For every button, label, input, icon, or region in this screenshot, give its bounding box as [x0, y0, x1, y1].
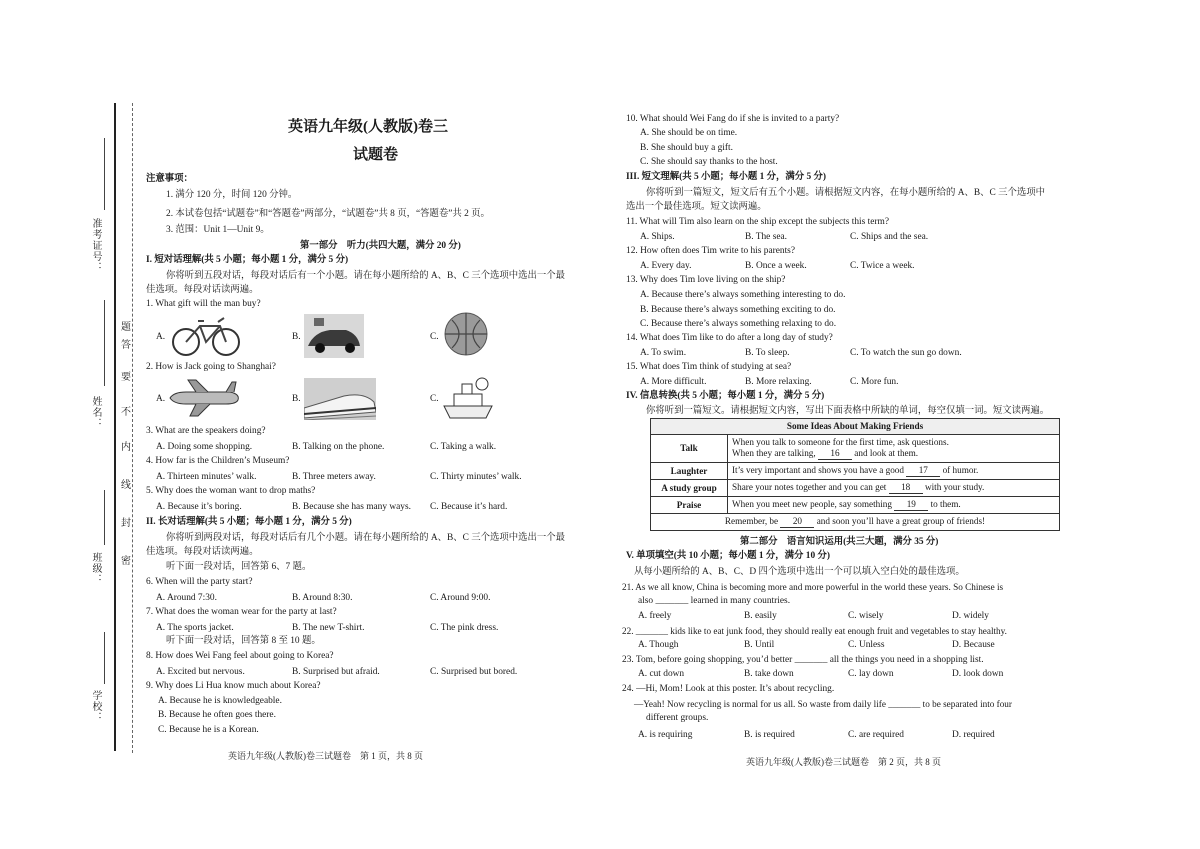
airplane-image	[166, 378, 242, 418]
page-title: 英语九年级(人教版)卷三	[288, 119, 448, 135]
q23-option-b: B. take down	[744, 669, 794, 679]
q4-option-b: B. Three meters away.	[292, 472, 376, 482]
q22-option-a: A. Though	[638, 640, 679, 650]
row-text: and soon you’ll have a great group of friends!	[816, 516, 986, 526]
q12-option-c: C. Twice a week.	[850, 261, 915, 271]
section2-subinstruction: 听下面一段对话，回答第 6、7 题。	[166, 562, 312, 572]
q9-option-b: B. Because he often goes there.	[158, 710, 276, 720]
q7-option-c: C. The pink dress.	[430, 623, 499, 633]
q6-option-b: B. Around 8:30.	[292, 593, 353, 603]
section1-title: I. 短对话理解(共 5 小题；每小题 1 分，满分 5 分)	[146, 255, 349, 265]
question-15: 15. What does Tim think of studying at sea?	[626, 362, 792, 372]
row-text: When they are talking,	[732, 448, 816, 458]
q5-option-b: B. Because she has many ways.	[292, 502, 411, 512]
part1-heading: 第一部分 听力(共四大题，满分 20 分)	[300, 241, 461, 251]
q2-option-c: C.	[430, 394, 439, 404]
school-label: 学校：	[90, 690, 101, 723]
question-14: 14. What does Tim like to do after a long day of study?	[626, 333, 833, 343]
q22-option-c: C. Unless	[848, 640, 885, 650]
q1-option-c: C.	[430, 332, 439, 342]
q22-option-b: B. Until	[744, 640, 775, 650]
seal-char: 密	[121, 556, 131, 567]
q8-option-a: A. Excited but nervous.	[156, 667, 245, 677]
section5-instruction: 从每小题所给的 A、B、C、D 四个选项中选出一个可以填入空白处的最佳选项。	[634, 567, 965, 577]
seal-char: 不	[121, 407, 131, 418]
q15-option-c: C. More fun.	[850, 377, 899, 387]
q15-option-b: B. More relaxing.	[745, 377, 812, 387]
notes-title: 注意事项：	[146, 174, 193, 184]
q6-option-c: C. Around 9:00.	[430, 593, 491, 603]
question-9: 9. Why does Li Hua know much about Korea?	[146, 681, 321, 691]
binding-line	[114, 103, 116, 751]
question-8: 8. How does Wei Fang feel about going to Korea?	[146, 651, 334, 661]
q10-option-b: B. She should buy a gift.	[640, 143, 733, 153]
question-21: 21. As we all know, China is becoming more and more powerful in the world these years. So Chinese is	[622, 582, 1004, 592]
bicycle-image	[168, 312, 244, 358]
name-label: 姓名：	[90, 396, 101, 429]
section1-instruction: 佳选项。每段对话读两遍。	[146, 285, 259, 295]
q7-option-b: B. The new T-shirt.	[292, 623, 365, 633]
row-text: and look at them.	[854, 448, 919, 458]
row-head: Praise	[651, 497, 728, 514]
ship-image	[440, 376, 496, 422]
q1-option-a: A.	[156, 332, 166, 342]
q21-option-a: A. freely	[638, 611, 672, 621]
q5-option-c: C. Because it’s hard.	[430, 502, 508, 512]
section5-title: V. 单项填空(共 10 小题；每小题 1 分，满分 10 分)	[626, 551, 830, 561]
row-content	[728, 435, 1060, 463]
question-23: 23. Tom, before going shopping, you’d better _______ all the things you need in a shopping list.	[622, 655, 984, 665]
q11-option-b: B. The sea.	[745, 232, 788, 242]
row-text: of humor.	[942, 465, 979, 475]
q24-option-a: A. is requiring	[638, 730, 693, 740]
name-field[interactable]	[104, 300, 105, 386]
page-subtitle: 试题卷	[353, 147, 399, 163]
q23-option-c: C. lay down	[848, 669, 894, 679]
q1-option-b: B.	[292, 332, 301, 342]
q23-option-d: D. look down	[952, 669, 1004, 679]
seal-char: 线	[121, 480, 131, 491]
admission-number-field[interactable]	[104, 138, 105, 210]
question-6: 6. When will the party start?	[146, 577, 253, 587]
note-item: 1. 满分 120 分，时间 120 分钟。	[166, 190, 298, 200]
row-text: It’s very important and shows you have a good	[732, 465, 904, 475]
train-image	[304, 378, 376, 420]
question-21-cont: also _______ learned in many countries.	[638, 596, 791, 606]
row-content	[651, 514, 1060, 531]
row-text: When you talk to someone for the first time, ask questions.	[732, 437, 949, 447]
q15-option-a: A. More difficult.	[640, 377, 707, 387]
section3-instruction: 选出一个最佳选项。短文读两遍。	[626, 202, 767, 212]
q24-option-b: B. is required	[744, 730, 795, 740]
toy-car-image	[304, 314, 364, 358]
row-text: to them.	[930, 499, 961, 509]
q8-option-c: C. Surprised but bored.	[430, 667, 518, 677]
question-22: 22. _______ kids like to eat junk food, they should really eat enough fruit and vegetables to stay healthy.	[622, 626, 1007, 636]
q6-option-a: A. Around 7:30.	[156, 593, 217, 603]
row-content	[728, 463, 1060, 480]
question-24: 24. —Hi, Mom! Look at this poster. It’s about recycling.	[622, 684, 835, 694]
q10-option-c: C. She should say thanks to the host.	[640, 157, 778, 167]
q2-option-a: A.	[156, 394, 166, 404]
q14-option-a: A. To swim.	[640, 348, 687, 358]
q21-option-c: C. wisely	[848, 611, 884, 621]
seal-char: 要	[121, 372, 131, 383]
part2-heading: 第二部分 语言知识运用(共三大题，满分 35 分)	[740, 537, 939, 547]
seal-dashed-line	[132, 103, 133, 753]
table-title: Some Ideas About Making Friends	[651, 419, 1060, 435]
q13-option-b: B. Because there’s always something exciting to do.	[640, 305, 836, 315]
q4-option-c: C. Thirty minutes’ walk.	[430, 472, 522, 482]
page2-footer: 英语九年级(人教版)卷三试题卷 第 2 页，共 8 页	[746, 757, 941, 767]
q3-option-a: A. Doing some shopping.	[156, 442, 253, 452]
class-field[interactable]	[104, 490, 105, 545]
q11-option-a: A. Ships.	[640, 232, 675, 242]
seal-char: 答	[121, 340, 131, 351]
q3-option-b: B. Talking on the phone.	[292, 442, 385, 452]
question-3: 3. What are the speakers doing?	[146, 426, 266, 436]
question-24-cont: different groups.	[646, 713, 709, 723]
note-item: 3. 范围：Unit 1—Unit 9。	[166, 225, 270, 235]
row-head: Laughter	[651, 463, 728, 480]
blank-17[interactable]: 17	[906, 465, 940, 477]
q14-option-b: B. To sleep.	[745, 348, 790, 358]
q4-option-a: A. Thirteen minutes’ walk.	[156, 472, 257, 482]
row-text: Share your notes together and you can get	[732, 482, 887, 492]
section4-title: IV. 信息转换(共 5 小题；每小题 1 分，满分 5 分)	[626, 391, 825, 401]
row-content	[728, 497, 1060, 514]
question-11: 11. What will Tim also learn on the ship except the subjects this term?	[626, 217, 889, 227]
q22-option-d: D. Because	[952, 640, 995, 650]
q13-option-c: C. Because there’s always something relaxing to do.	[640, 319, 837, 329]
q5-option-a: A. Because it’s boring.	[156, 502, 242, 512]
seal-char: 内	[121, 442, 131, 453]
row-head: Talk	[651, 435, 728, 463]
q3-option-c: C. Taking a walk.	[430, 442, 497, 452]
section2-title: II. 长对话理解(共 5 小题；每小题 1 分，满分 5 分)	[146, 517, 352, 527]
q11-option-c: C. Ships and the sea.	[850, 232, 929, 242]
q2-option-b: B.	[292, 394, 301, 404]
question-12: 12. How often does Tim write to his parents?	[626, 246, 795, 256]
q12-option-a: A. Every day.	[640, 261, 692, 271]
q14-option-c: C. To watch the sun go down.	[850, 348, 962, 358]
section2-instruction: 你将听到两段对话，每段对话后有几个小题。请在每小题所给的 A、B、C 三个选项中选出一个最	[166, 533, 565, 543]
q23-option-a: A. cut down	[638, 669, 685, 679]
question-7: 7. What does the woman wear for the party at last?	[146, 607, 337, 617]
table-row	[651, 435, 1060, 463]
seal-char: 封	[121, 518, 131, 529]
seal-char: 题	[121, 322, 131, 333]
section1-instruction: 你将听到五段对话，每段对话后有一个小题。请在每小题所给的 A、B、C 三个选项中选出一个最	[166, 271, 565, 281]
blank-16[interactable]: 16	[818, 448, 852, 460]
section4-instruction: 你将听到一篇短文。请根据短文内容，写出下面表格中所缺的单词，每空仅填一词。短文读两遍。	[646, 406, 1050, 416]
table-row	[651, 497, 1060, 514]
row-text: with your study.	[924, 482, 985, 492]
q10-option-a: A. She should be on time.	[640, 128, 738, 138]
q21-option-d: D. widely	[952, 611, 989, 621]
q8-option-b: B. Surprised but afraid.	[292, 667, 380, 677]
question-24-cont: —Yeah! Now recycling is normal for us all. So waste from daily life _______ to be separated into four	[634, 699, 1012, 709]
section3-instruction: 你将听到一篇短文，短文后有五个小题。请根据短文内容，在每小题所给的 A、B、C 三个选项中	[646, 188, 1045, 198]
page1-footer: 英语九年级(人教版)卷三试题卷 第 1 页，共 8 页	[228, 751, 423, 761]
q24-option-c: C. are required	[848, 730, 904, 740]
q9-option-a: A. Because he is knowledgeable.	[158, 696, 282, 706]
blank-20[interactable]: 20	[780, 516, 814, 528]
note-item: 2. 本试卷包括“试题卷”和“答题卷”两部分，“试题卷”共 8 页，“答题卷”共 2 页。	[166, 209, 490, 219]
q7-option-a: A. The sports jacket.	[156, 623, 234, 633]
row-content	[728, 480, 1060, 497]
question-13: 13. Why does Tim love living on the ship?	[626, 275, 786, 285]
section2-instruction: 佳选项。每段对话读两遍。	[146, 547, 259, 557]
question-10: 10. What should Wei Fang do if she is invited to a party?	[626, 114, 840, 124]
question-2: 2. How is Jack going to Shanghai?	[146, 362, 276, 372]
q9-option-c: C. Because he is a Korean.	[158, 725, 259, 735]
class-label: 班级：	[90, 552, 101, 585]
blank-18[interactable]: 18	[889, 482, 923, 494]
row-text: When you meet new people, say something	[732, 499, 892, 509]
q13-option-a: A. Because there’s always something interesting to do.	[640, 290, 846, 300]
q21-option-b: B. easily	[744, 611, 777, 621]
row-head: A study group	[651, 480, 728, 497]
section2-subinstruction: 听下面一段对话，回答第 8 至 10 题。	[166, 636, 321, 646]
table-row	[651, 514, 1060, 531]
admission-number-label: 准考证号：	[90, 218, 101, 273]
question-5: 5. Why does the woman want to drop maths?	[146, 486, 316, 496]
question-1: 1. What gift will the man buy?	[146, 299, 261, 309]
blank-19[interactable]: 19	[894, 499, 928, 511]
info-transfer-table	[650, 418, 1060, 531]
q12-option-b: B. Once a week.	[745, 261, 807, 271]
q24-option-d: D. required	[952, 730, 995, 740]
section3-title: III. 短文理解(共 5 小题；每小题 1 分，满分 5 分)	[626, 172, 827, 182]
table-row	[651, 463, 1060, 480]
table-row	[651, 480, 1060, 497]
row-text: Remember, be	[724, 516, 779, 526]
question-4: 4. How far is the Children’s Museum?	[146, 456, 290, 466]
school-field[interactable]	[104, 632, 105, 684]
basketball-image	[442, 310, 490, 358]
